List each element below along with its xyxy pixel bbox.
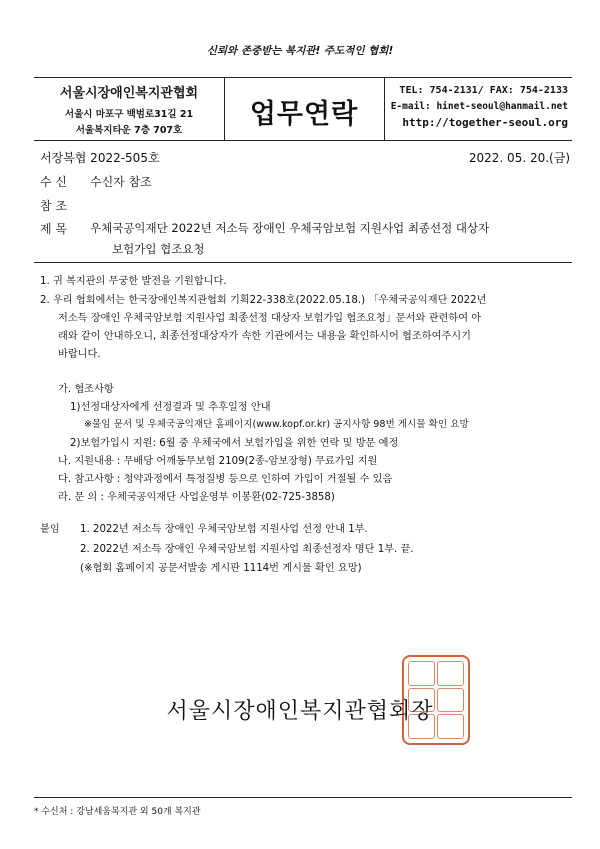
org-address-1: 서울시 마포구 백범로31길 21 [64,109,194,120]
subject-label: 제 목 [40,222,67,236]
subject-rule [34,262,572,263]
footer-rule [34,797,572,798]
signer-name: 서울시장애인복지관협회장 [166,699,434,724]
attachments-note: (※협회 홈페이지 공문서발송 게시판 1114번 게시물 확인 요망) [80,563,362,574]
section-ra: 라. 문 의 : 우체국공익재단 사업운영부 이봉환(02-725-3858) [58,492,335,503]
paragraph-2-line-4: 바랍니다. [58,349,101,360]
doc-title: 업무연락 [249,99,359,130]
email: E-mail: hinet-seoul@hanmail.net [390,101,568,112]
section-na: 나. 지원내용 : 무배당 어깨동무보험 2109(2종-암보장형) 무료가입 지원 [58,456,378,467]
doc-number: 서장복협 2022-505호 [40,151,160,165]
subject-line-1: 우체국공익재단 2022년 저소득 장애인 우체국암보험 지원사업 최종선정 대상자 [90,221,490,235]
doc-date: 2022. 05. 20.(금) [468,151,570,165]
recipient-label: 수 신 [40,175,67,189]
cc-label: 참 조 [40,199,67,213]
section-ga: 가. 협조사항 [58,384,114,395]
section-da: 다. 참고사항 : 청약과정에서 특정질병 등으로 인하여 가입이 거절될 수 있음 [58,474,393,485]
paragraph-2-line-1: 2. 우리 협회에서는 한국장애인복지관협회 기획22-338호(2022.05.18.) 「우체국공익재단 2022년 [40,295,487,306]
paragraph-2-line-3: 래와 같이 안내하오니, 최종선정대상자가 속한 기관에서는 내용을 확인하시어 협조하여주시기 [58,331,471,342]
recipient-value: 수신자 참조 [90,175,152,189]
section-ga-2: 2)보험가입시 지원: 6월 중 우체국에서 보험가입을 위한 연락 및 방문 예정 [70,438,399,449]
footer-recipients: * 수신처 : 강남세움복지관 외 50개 복지관 [34,807,201,817]
tel-fax: TEL: 754-2131/ FAX: 754-2133 [399,85,568,96]
section-ga-1-note: ※물임 문서 및 우체국공익재단 홈페이지(www.kopf.or.kr) 공지사항 98번 게시물 확인 요망 [84,419,469,430]
slogan: 신뢰와 존중받는 복지관! 주도적인 협회! [206,45,394,57]
paragraph-2-line-2: 저소득 장애인 우체국암보험 지원사업 최종선정 대상자 보험가입 협조요청」문서와 관련하여 아 [58,313,482,324]
attachment-1: 1. 2022년 저소득 장애인 우체국암보험 지원사업 선정 안내 1부. [80,524,368,535]
org-address-2: 서울복지타운 7층 707호 [75,125,183,136]
attachment-2: 2. 2022년 저소득 장애인 우체국암보험 지원사업 최종선정자 명단 1부. 끝. [80,544,414,555]
website: http://together-seoul.org [402,116,568,129]
paragraph-1: 1. 귀 복지관의 무궁한 발전을 기원합니다. [40,276,227,287]
subject-line-2: 보험가입 협조요청 [112,242,205,256]
attachments-label: 붙임 [40,524,60,535]
org-name: 서울시장애인복지관협회 [59,86,199,101]
section-ga-1: 1)선정대상자에게 선정결과 및 추후일정 안내 [70,402,271,413]
header-bottom-rule [34,140,572,141]
